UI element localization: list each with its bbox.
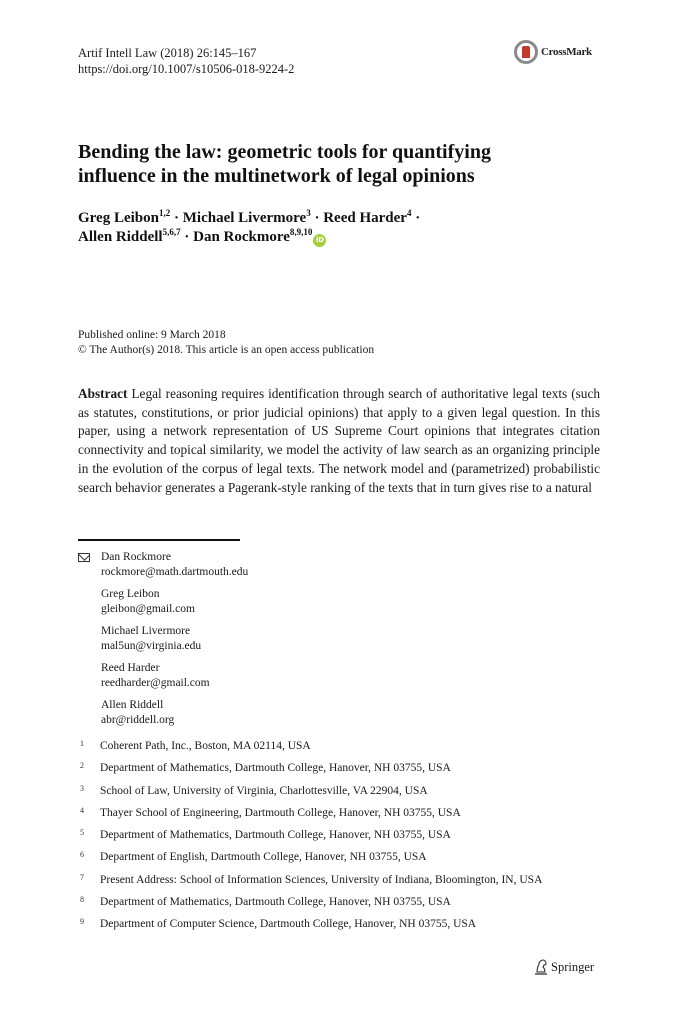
springer-horse-icon: [534, 959, 548, 975]
title-line-2: influence in the multinetwork of legal opinions: [78, 165, 475, 187]
author-affiliation-sup: 4: [406, 208, 412, 218]
affiliation-text: Present Address: School of Information Sciences, University of Indiana, Bloomington, IN, USA: [100, 873, 543, 886]
author-line-2: [78, 228, 538, 247]
affiliation-number: 4: [80, 805, 84, 815]
affiliation-number: 7: [80, 872, 84, 882]
affiliation-number: 3: [80, 783, 84, 793]
crossmark-label: CrossMark: [541, 46, 592, 58]
author-separator: ·: [184, 229, 190, 245]
envelope-icon: [78, 553, 90, 562]
author-affiliation-sup: 3: [306, 208, 311, 218]
affiliation-number: 8: [80, 895, 84, 905]
author-name: Reed Harder: [323, 210, 407, 226]
affiliation-number: 6: [80, 850, 84, 860]
author-name: Dan Rockmore: [193, 229, 290, 245]
affiliation-item: [78, 784, 618, 799]
contact-name: Greg Leibon: [101, 588, 160, 600]
affiliation-number: 9: [80, 917, 84, 927]
contact-entry: [78, 550, 248, 580]
author-affiliation-sup: 8,9,10: [289, 227, 313, 237]
contact-name: Dan Rockmore: [101, 551, 171, 563]
affiliation-text: Department of Mathematics, Dartmouth College, Hanover, NH 03755, USA: [100, 762, 451, 775]
footnote-divider: [78, 539, 240, 541]
affiliation-number: 1: [80, 739, 84, 748]
affiliation-item: [78, 828, 618, 843]
affiliation-item: [78, 739, 618, 754]
publisher-logo: [534, 959, 594, 975]
affiliation-number: 5: [80, 828, 84, 838]
affiliation-text: Department of Computer Science, Dartmouth College, Hanover, NH 03755, USA: [100, 918, 477, 931]
contact-entry: [78, 624, 248, 654]
affiliation-text: School of Law, University of Virginia, Charlottesville, VA 22904, USA: [100, 784, 428, 797]
doi-link[interactable]: https://doi.org/10.1007/s10506-018-9224-2: [78, 62, 295, 76]
author-contacts: [78, 550, 248, 735]
copyright-notice: © The Author(s) 2018. This article is an open access publication: [78, 344, 375, 356]
author-separator: ·: [173, 210, 179, 226]
author-name: Greg Leibon: [78, 210, 159, 226]
crossmark-badge[interactable]: [514, 40, 592, 64]
affiliation-text: Thayer School of Engineering, Dartmouth College, Hanover, NH 03755, USA: [100, 806, 461, 819]
author-separator: ·: [314, 210, 320, 226]
author-name: Michael Livermore: [182, 210, 307, 226]
affiliation-text: Department of Mathematics, Dartmouth College, Hanover, NH 03755, USA: [100, 896, 451, 909]
affiliation-text: Department of Mathematics, Dartmouth College, Hanover, NH 03755, USA: [100, 829, 451, 842]
abstract: [78, 385, 600, 497]
affiliation-item: [78, 806, 618, 821]
affiliation-item: [78, 895, 618, 910]
title-line-1: Bending the law: geometric tools for quantifying: [78, 141, 491, 163]
affiliation-item: [78, 850, 618, 865]
abstract-label: Abstract: [78, 386, 128, 401]
paper-title: [78, 140, 538, 188]
affiliation-item: [78, 761, 618, 776]
author-separator: ·: [415, 210, 421, 226]
contact-email[interactable]: mal5un@virginia.edu: [101, 640, 202, 652]
publisher-name: Springer: [551, 959, 595, 974]
affiliation-text: Department of English, Dartmouth College, Hanover, NH 03755, USA: [100, 851, 427, 864]
author-affiliation-sup: 5,6,7: [162, 227, 181, 237]
contact-name: Allen Riddell: [101, 699, 164, 711]
abstract-text: Legal reasoning requires identification through search of authoritative legal texts (such as statutes, constitutions, or prior judicial opinions) that apply to a given legal question. In this paper, using a network representation of US Supreme Court opinions that integrates citation connectivity and topical similarity, we model the activity of law search as an organizing principle in the evolution of the corpus of legal texts. The network model and (parametrized) probabilistic search behavior generates a Pagerank-style ranking of the texts that in turn gives rise to a natural: [78, 386, 600, 495]
author-name: Allen Riddell: [78, 229, 163, 245]
publication-info: [78, 328, 374, 358]
crossmark-icon: [514, 40, 538, 64]
contact-email[interactable]: rockmore@math.dartmouth.edu: [101, 566, 249, 578]
contact-email[interactable]: abr@riddell.org: [101, 714, 175, 726]
contact-entry: [78, 698, 248, 728]
orcid-icon[interactable]: iD: [313, 234, 326, 247]
journal-citation: Artif Intell Law (2018) 26:145–167: [78, 46, 257, 60]
affiliation-item: [78, 873, 618, 888]
author-line-1: [78, 209, 538, 228]
affiliation-item: [78, 917, 618, 932]
published-date: Published online: 9 March 2018: [78, 329, 226, 341]
contact-name: Michael Livermore: [101, 625, 191, 637]
contact-entry: [78, 587, 248, 617]
affiliation-list: [78, 739, 618, 940]
affiliation-text: Coherent Path, Inc., Boston, MA 02114, USA: [100, 740, 311, 752]
running-head: [78, 45, 294, 77]
author-list: [78, 209, 538, 247]
author-affiliation-sup: 1,2: [158, 208, 171, 218]
affiliation-number: 2: [80, 761, 84, 771]
contact-entry: [78, 661, 248, 691]
contact-email[interactable]: reedharder@gmail.com: [101, 677, 210, 689]
contact-name: Reed Harder: [101, 662, 160, 674]
contact-email[interactable]: gleibon@gmail.com: [101, 603, 195, 615]
